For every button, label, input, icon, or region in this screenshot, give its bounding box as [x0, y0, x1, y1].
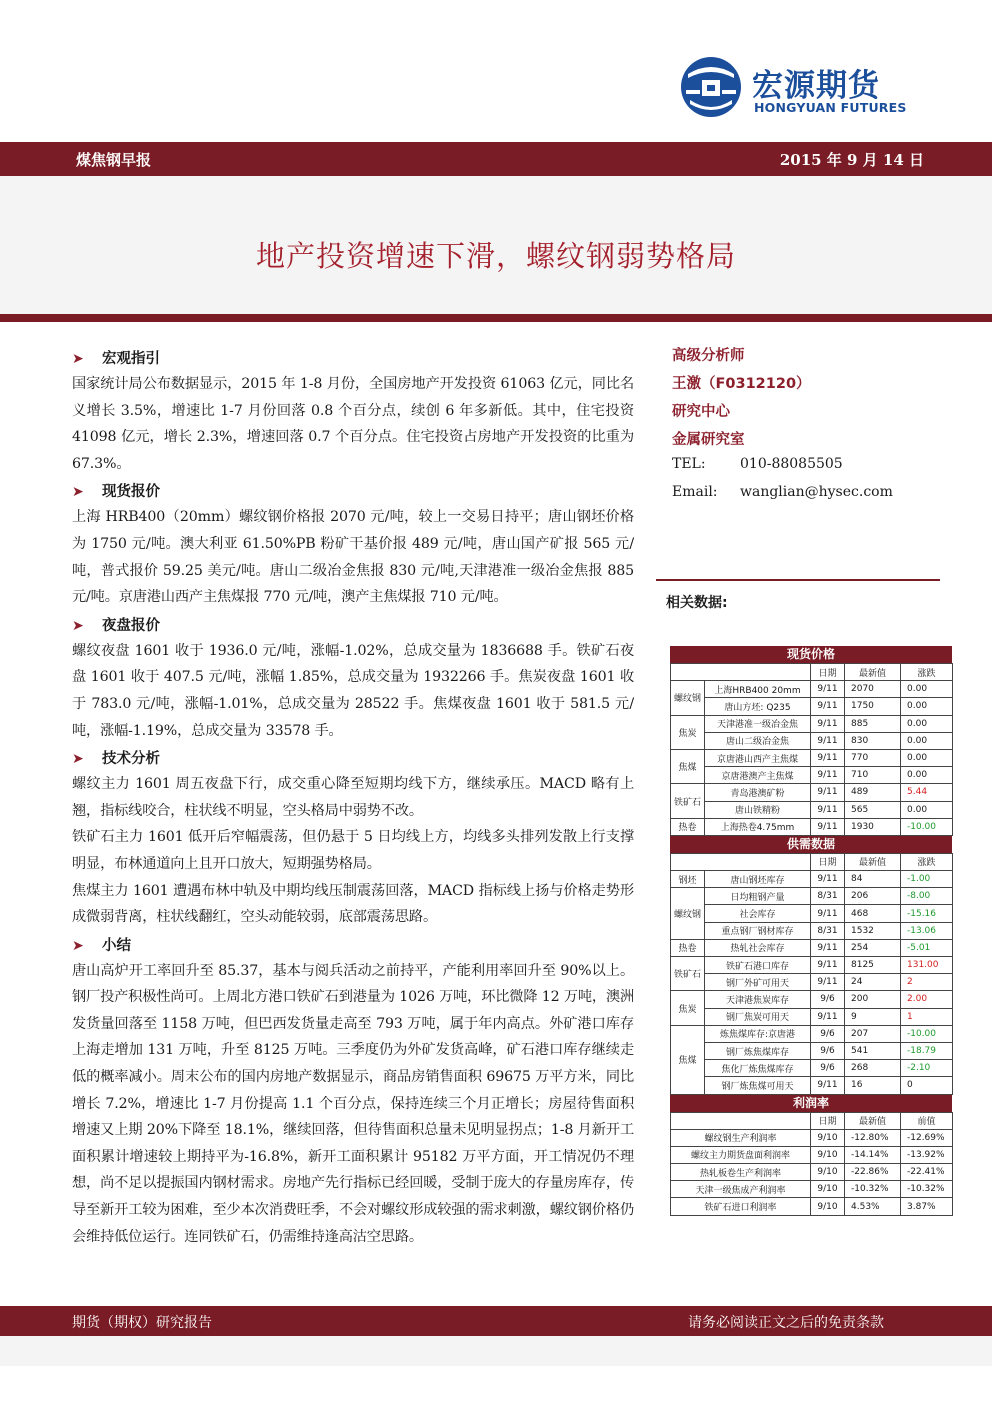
column-header: 日期 [811, 664, 845, 681]
table-row [671, 818, 953, 835]
row-value: 4.53% [845, 1198, 901, 1215]
table-row [671, 1146, 953, 1163]
page-title: 地产投资增速下滑，螺纹钢弱势格局 [255, 239, 736, 273]
row-value: 770 [845, 749, 901, 766]
contact-tel [672, 456, 952, 484]
row-item: 螺纹主力期货盘面利润率 [671, 1146, 811, 1163]
bullet-arrow-icon: ➤ [72, 751, 84, 768]
row-date: 9/6 [811, 1025, 845, 1042]
table-row [671, 974, 953, 991]
row-change: 1 [901, 1008, 953, 1025]
row-value: 565 [845, 801, 901, 818]
row-change: 0.00 [901, 749, 953, 766]
brand-name-en: HONGYUAN FUTURES [754, 100, 907, 115]
table-row [671, 1042, 953, 1059]
row-value: 468 [845, 905, 901, 922]
row-value: 206 [845, 888, 901, 905]
section-heading-label: 小结 [102, 937, 131, 954]
row-value: 84 [845, 871, 901, 888]
row-value: 9 [845, 1008, 901, 1025]
table-header-row [671, 853, 953, 870]
row-item: 天津港准一级冶金焦 [705, 715, 811, 732]
row-change: -13.06 [901, 922, 953, 939]
section-summary [72, 931, 634, 1251]
table-row [671, 1181, 953, 1198]
row-change: 2.00 [901, 991, 953, 1008]
row-item: 京唐港澳产主焦煤 [705, 767, 811, 784]
section-paragraph: 国家统计局公布数据显示，2015 年 1-8 月份，全国房地产开发投资 61063 亿元，同比名义增长 3.5%，增速比 1-7 月份回落 0.8 个百分点，续创 6 年多新低。其中，住宅投资 41098 亿元，增长 2.3%，增速回落 0.7 个百分点。住宅投资占房地产开发投资的比重为 67.3%。 [72, 376, 634, 472]
row-change: 2 [901, 974, 953, 991]
bullet-arrow-icon: ➤ [72, 351, 84, 367]
row-item: 上海热卷4.75mm [705, 818, 811, 835]
email-label: Email: [672, 484, 718, 500]
column-header: 前值 [901, 1112, 953, 1129]
section-heading-label: 技术分析 [102, 751, 160, 768]
analyst-role: 高级分析师 [672, 348, 745, 364]
row-value: 24 [845, 974, 901, 991]
related-data-label: 相关数据: [666, 595, 728, 611]
header-blank [671, 664, 811, 681]
table-row [671, 905, 953, 922]
row-date: 9/11 [811, 905, 845, 922]
row-value: 2070 [845, 681, 901, 698]
row-value: -22.86% [845, 1164, 901, 1181]
row-prev: -10.32% [901, 1181, 953, 1198]
table-row [671, 715, 953, 732]
column-header: 日期 [811, 853, 845, 870]
table-row [671, 801, 953, 818]
column-header: 最新值 [845, 1112, 901, 1129]
row-item: 天津港焦炭库存 [705, 991, 811, 1008]
header-blank [671, 853, 811, 870]
row-item: 钢厂焦炭可用天 [705, 1008, 811, 1025]
row-value: 710 [845, 767, 901, 784]
row-category: 螺纹钢 [671, 888, 705, 940]
table-row [671, 871, 953, 888]
row-value: 1532 [845, 922, 901, 939]
row-category: 焦炭 [671, 991, 705, 1025]
row-prev: -12.69% [901, 1129, 953, 1146]
row-change: 5.44 [901, 784, 953, 801]
row-date: 9/11 [811, 974, 845, 991]
section-technical [72, 744, 634, 931]
row-change: -1.00 [901, 871, 953, 888]
row-value: -14.14% [845, 1146, 901, 1163]
row-change: -10.00 [901, 818, 953, 835]
table-header-row [671, 664, 953, 681]
contact-email [672, 484, 952, 512]
row-value: 16 [845, 1077, 901, 1094]
table-row [671, 991, 953, 1008]
footer-band [0, 1336, 992, 1366]
row-category: 铁矿石 [671, 957, 705, 991]
row-value: 268 [845, 1060, 901, 1077]
row-date: 9/11 [811, 767, 845, 784]
table-row [671, 957, 953, 974]
brand-logo [680, 56, 940, 126]
table-row [671, 922, 953, 939]
row-category: 钢坯 [671, 871, 705, 888]
row-category: 焦煤 [671, 1025, 705, 1094]
row-item: 青岛港澳矿粉 [705, 784, 811, 801]
bullet-arrow-icon: ➤ [72, 617, 84, 634]
section-paragraph: 唐山高炉开工率回升至 85.37，基本与阅兵活动之前持平，产能利用率回升至 90%以上。钢厂投产积极性尚可。上周北方港口铁矿石到港量为 1026 万吨，环比微降 12 万吨，澳洲发货量回落至 1158 万吨，但巴西发货量走高至 793 万吨，属于年内高点。外矿港口库存上海走增加 131 万吨，升至 8125 万吨。三季度仍为外矿发货高峰，矿石港口库存继续走低的概率减小。周末公布的国内房地产数据显示，商品房销售面积 69675 万平方米，同比增长 7.2%，增速比 1-7 月份提高 1.1 个百分点，保持连续三个月正增长；房屋待售面积增速又上期 20%下降至 18.1%，继续回落，但待售面积总量未见明显拐点；1-8 月新开工面积累计增速较上期持平为-16.8%，新开工面积累计 95182 万平方面，开工情况仍不理想，尚不足以提振国内钢材需求。房地产先行指标已经回暖，受制于庞大的存量房库存，传导至新开工较为困难，至少本次消费旺季，不会对螺纹形成较强的需求刺激，螺纹钢价格仍会维持低位运行。连同铁矿石，仍需维持逢高沽空思路。 [72, 962, 635, 1245]
row-date: 9/11 [811, 698, 845, 715]
section-heading [72, 611, 634, 638]
section-night [72, 611, 634, 744]
footer-bar [0, 1306, 992, 1336]
section-paragraph: 上海 HRB400（20mm）螺纹钢价格报 2070 元/吨，较上一交易日持平；唐山钢坯价格为 1750 元/吨。澳大利亚 61.50%PB 粉矿干基价报 489 元/吨，唐山国产矿报 565 元/吨，普式报价 59.25 美元/吨。唐山二级冶金焦报 830 元/吨,天津港准一级冶金焦报 885 元/吨。京唐港山西产主焦煤报 770 元/吨，澳产主焦煤报 710 元/吨。 [72, 509, 634, 606]
row-item: 铁矿石港口库存 [705, 957, 811, 974]
department-research: 研究中心 [672, 404, 730, 420]
row-item: 铁矿石进口利润率 [671, 1198, 811, 1215]
row-change: 0.00 [901, 715, 953, 732]
row-value: -12.80% [845, 1129, 901, 1146]
table-header-row [671, 1112, 953, 1129]
section-spot [72, 477, 634, 610]
sidebar-divider [656, 579, 940, 581]
row-prev: -13.92% [901, 1146, 953, 1163]
row-change: -10.00 [901, 1025, 953, 1042]
row-item: 上海HRB400 20mm [705, 681, 811, 698]
table-row [671, 1060, 953, 1077]
row-change: 0.00 [901, 732, 953, 749]
row-value: 207 [845, 1025, 901, 1042]
column-header: 日期 [811, 1112, 845, 1129]
row-date: 9/11 [811, 1008, 845, 1025]
row-date: 9/11 [811, 871, 845, 888]
table-row [671, 732, 953, 749]
row-date: 9/11 [811, 957, 845, 974]
hongyuan-logo-icon [680, 56, 742, 118]
section-heading [72, 931, 634, 958]
row-item: 社会库存 [705, 905, 811, 922]
bullet-arrow-icon: ➤ [72, 484, 84, 501]
row-change: -5.01 [901, 939, 953, 956]
row-value: 1930 [845, 818, 901, 835]
table-row [671, 749, 953, 766]
column-header: 最新值 [845, 664, 901, 681]
brand-name-cn: 宏源期货 [752, 68, 880, 104]
row-item: 唐山铁精粉 [705, 801, 811, 818]
row-item: 钢厂外矿可用天 [705, 974, 811, 991]
header-blank [671, 1112, 811, 1129]
row-date: 8/31 [811, 888, 845, 905]
row-date: 9/6 [811, 991, 845, 1008]
row-date: 9/10 [811, 1164, 845, 1181]
row-item: 钢厂炼焦煤可用天 [705, 1077, 811, 1094]
section-heading-label: 夜盘报价 [102, 617, 160, 634]
row-value: 1750 [845, 698, 901, 715]
main-content [72, 344, 634, 1250]
row-value: 254 [845, 939, 901, 956]
table-row [671, 1008, 953, 1025]
row-change: 0 [901, 1077, 953, 1094]
row-category: 焦煤 [671, 749, 705, 783]
row-date: 9/6 [811, 1060, 845, 1077]
row-item: 炼焦煤库存:京唐港 [705, 1025, 811, 1042]
table-row [671, 784, 953, 801]
analyst-name: 王激（F0312120） [672, 376, 811, 392]
bullet-arrow-icon: ➤ [72, 937, 84, 954]
row-item: 天津一级焦成产利润率 [671, 1181, 811, 1198]
section-paragraph: 铁矿石主力 1601 低开后窄幅震荡，但仍悬于 5 日均线上方，均线多头排列发散上行支撑明显，布林通道向上且开口放大，短期强势格局。 [72, 829, 634, 872]
table-row [671, 1164, 953, 1181]
section-heading [72, 477, 634, 504]
row-date: 9/11 [811, 715, 845, 732]
row-change: 0.00 [901, 698, 953, 715]
row-change: -2.10 [901, 1060, 953, 1077]
row-item: 唐山钢坯库存 [705, 871, 811, 888]
row-date: 9/10 [811, 1198, 845, 1215]
row-item: 焦化厂炼焦煤库存 [705, 1060, 811, 1077]
column-header: 最新值 [845, 853, 901, 870]
row-category: 焦炭 [671, 715, 705, 749]
table-section-title: 利润率 [670, 1095, 952, 1112]
row-prev: -22.41% [901, 1164, 953, 1181]
row-value: -10.32% [845, 1181, 901, 1198]
section-heading [72, 344, 634, 371]
row-change: -18.79 [901, 1042, 953, 1059]
title-divider [0, 314, 992, 322]
row-date: 9/11 [811, 784, 845, 801]
section-paragraph: 螺纹主力 1601 周五夜盘下行，成交重心降至短期均线下方，继续承压。MACD 略有上翘，指标线咬合，柱状线不明显，空头格局中弱势不改。 [72, 776, 634, 819]
row-change: 131.00 [901, 957, 953, 974]
column-header: 涨跌 [901, 664, 953, 681]
table-section-title: 供需数据 [670, 836, 952, 853]
email-value[interactable]: wanglian@hysec.com [740, 484, 893, 500]
row-date: 9/11 [811, 801, 845, 818]
tel-value[interactable]: 010-88085505 [740, 456, 843, 472]
section-heading-label: 宏观指引 [102, 351, 160, 367]
row-item: 重点钢厂钢材库存 [705, 922, 811, 939]
section-paragraph: 焦煤主力 1601 遭遇布林中轨及中期均线压制震荡回落，MACD 指标线上扬与价格走势形成微弱背离，柱状线翻红，空头动能较弱，底部震荡思路。 [72, 882, 634, 926]
row-category: 热卷 [671, 939, 705, 956]
row-value: 8125 [845, 957, 901, 974]
row-date: 9/10 [811, 1181, 845, 1198]
row-date: 9/11 [811, 681, 845, 698]
row-change: 0.00 [901, 681, 953, 698]
row-item: 唐山方坯: Q235 [705, 698, 811, 715]
row-item: 螺纹钢生产利润率 [671, 1129, 811, 1146]
row-date: 9/10 [811, 1146, 845, 1163]
row-change: -15.16 [901, 905, 953, 922]
row-item: 日均粗钢产量 [705, 888, 811, 905]
row-change: -8.00 [901, 888, 953, 905]
analyst-sidebar [672, 344, 952, 512]
row-value: 830 [845, 732, 901, 749]
row-item: 钢厂炼焦煤库存 [705, 1042, 811, 1059]
table-row [671, 1025, 953, 1042]
column-header: 涨跌 [901, 853, 953, 870]
section-heading-label: 现货报价 [102, 484, 160, 501]
report-name: 煤焦钢早报 [76, 151, 152, 169]
row-value: 489 [845, 784, 901, 801]
report-date: 2015 年 9 月 14 日 [779, 151, 924, 169]
row-date: 9/11 [811, 749, 845, 766]
row-date: 9/11 [811, 939, 845, 956]
row-date: 9/11 [811, 1077, 845, 1094]
table-row [671, 888, 953, 905]
row-date: 9/10 [811, 1129, 845, 1146]
section-heading [72, 744, 634, 771]
table-row [671, 681, 953, 698]
section-macro [72, 344, 634, 477]
row-category: 热卷 [671, 818, 705, 835]
table-row [671, 1077, 953, 1094]
table-row [671, 767, 953, 784]
row-date: 9/11 [811, 732, 845, 749]
table-row [671, 698, 953, 715]
row-value: 200 [845, 991, 901, 1008]
table-row [671, 1198, 953, 1215]
table-row [671, 1129, 953, 1146]
footer-report-type: 期货（期权）研究报告 [72, 1315, 212, 1331]
row-item: 热轧板卷生产利润率 [671, 1164, 811, 1181]
tel-label: TEL: [672, 456, 706, 472]
department-metals: 金属研究室 [672, 432, 745, 448]
row-date: 9/6 [811, 1042, 845, 1059]
row-item: 唐山二级冶金焦 [705, 732, 811, 749]
row-item: 京唐港山西产主焦煤 [705, 749, 811, 766]
row-value: 541 [845, 1042, 901, 1059]
row-value: 885 [845, 715, 901, 732]
table-section-title: 现货价格 [670, 646, 952, 663]
row-change: 0.00 [901, 767, 953, 784]
row-prev: 3.87% [901, 1198, 953, 1215]
market-data-table [670, 646, 952, 1216]
row-date: 9/11 [811, 818, 845, 835]
section-paragraph: 螺纹夜盘 1601 收于 1936.0 元/吨，涨幅-1.02%，总成交量为 1836688 手。铁矿石夜盘 1601 收于 407.5 元/吨，涨幅 1.85%，总成交量为 1932266 手。焦炭夜盘 1601 收于 783.0 元/吨，涨幅-1.01%，总成交量为 28522 手。焦煤夜盘 1601 收于 581.5 元/吨，涨幅-1.19%，总成交量为 33578 手。 [72, 642, 634, 739]
row-category: 铁矿石 [671, 784, 705, 818]
header-bar [0, 142, 992, 176]
row-date: 8/31 [811, 922, 845, 939]
row-item: 热轧社会库存 [705, 939, 811, 956]
row-category: 螺纹钢 [671, 681, 705, 715]
footer-disclaimer: 请务必阅读正文之后的免责条款 [688, 1315, 884, 1331]
table-row [671, 939, 953, 956]
row-change: 0.00 [901, 801, 953, 818]
